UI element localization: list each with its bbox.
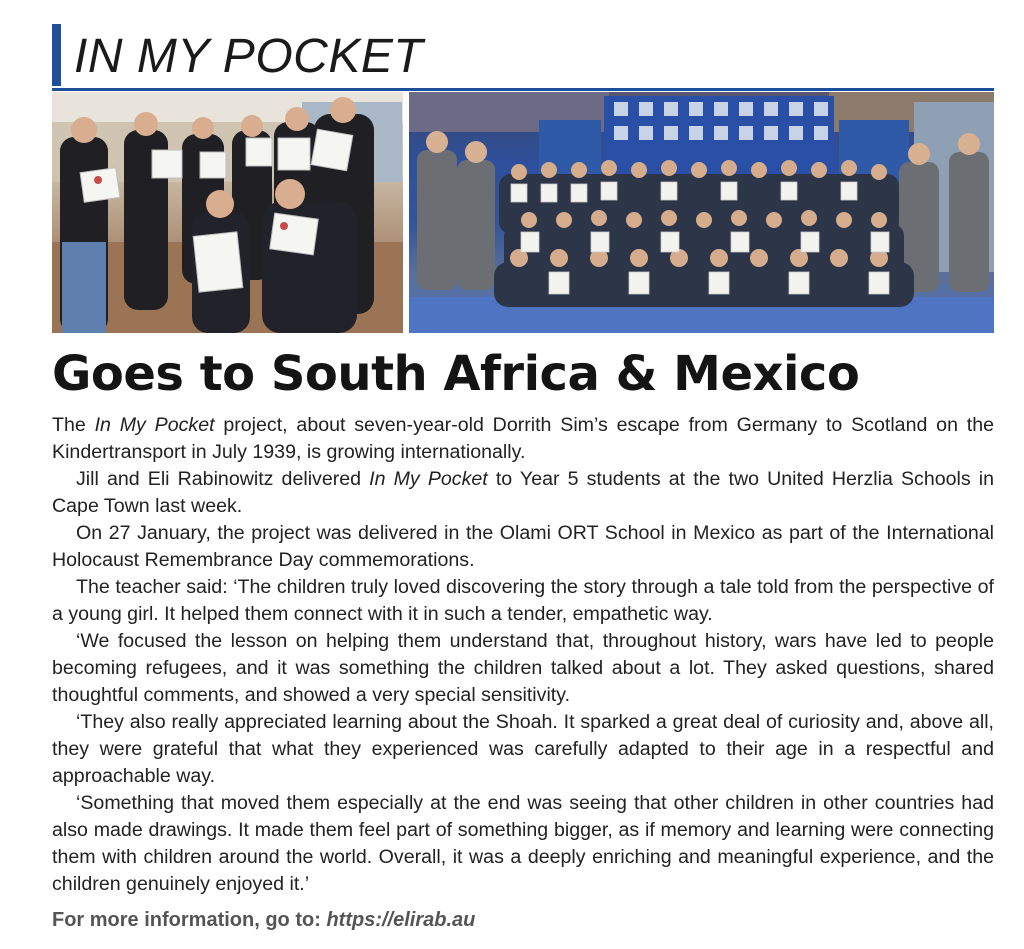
headline: Goes to South Africa & Mexico [52,346,860,402]
paragraph-7: ‘Something that moved them especially at the end was seeing that other children in other countries had also made drawings. It made them feel part of something bigger, as if memory and learning were connecting them with children around the world. Overall, it was a deeply enriching and meaningful experience, and the children genuinely enjoyed it.’ [52,792,994,895]
right-photo-illustration [409,92,994,333]
paragraph-2-text-b: to Year 5 students at the two United Herzlia Schools in Cape Town last week. [52,468,995,517]
paragraph-4: The teacher said: ‘The children truly loved discovering the story through a tale told from the perspective of a young girl. It helped them connect with it in such a tender, empathetic way. [52,576,994,625]
section-accent-bar [52,24,61,86]
left-photo [52,92,403,333]
article-body [52,412,994,898]
paragraph-1 [52,412,994,466]
paragraph-2-title-em: In My Pocket [369,468,488,490]
paragraph-1-title-em: In My Pocket [94,414,215,436]
more-info-label: For more information, go to: [52,909,327,931]
paragraph-3: On 27 January, the project was delivered in the Olami ORT School in Mexico as part of the International Holocaust Remembrance Day commemorations. [52,522,994,571]
paragraph-5: ‘We focused the lesson on helping them understand that, throughout history, wars have led to people becoming refugees, and it was something the children talked about a lot. They asked questions, shared thoughtful comments, and showed a very special sensitivity. [52,630,994,706]
paragraph-1-text-b: project, about seven-year-old Dorrith Sim’s escape from Germany to Scotland on the Kindertransport in July 1939, is growing internationally. [52,414,995,463]
section-header [52,24,994,86]
section-rule [52,88,994,91]
section-title: IN MY POCKET [74,30,424,83]
paragraph-6: ‘They also really appreciated learning about the Shoah. It sparked a great deal of curiosity and, above all, they were grateful that what they experienced was carefully adapted to their age in a respectful and approachable way. [52,711,994,787]
more-info-footer [52,906,475,934]
left-photo-illustration [52,92,403,333]
paragraph-1-text-a: The [52,414,95,436]
paragraph-2-text-a: Jill and Eli Rabinowitz delivered [76,468,370,490]
more-info-link[interactable]: https://elirab.au [326,909,476,931]
paragraph-2 [52,466,994,520]
right-photo [409,92,994,333]
